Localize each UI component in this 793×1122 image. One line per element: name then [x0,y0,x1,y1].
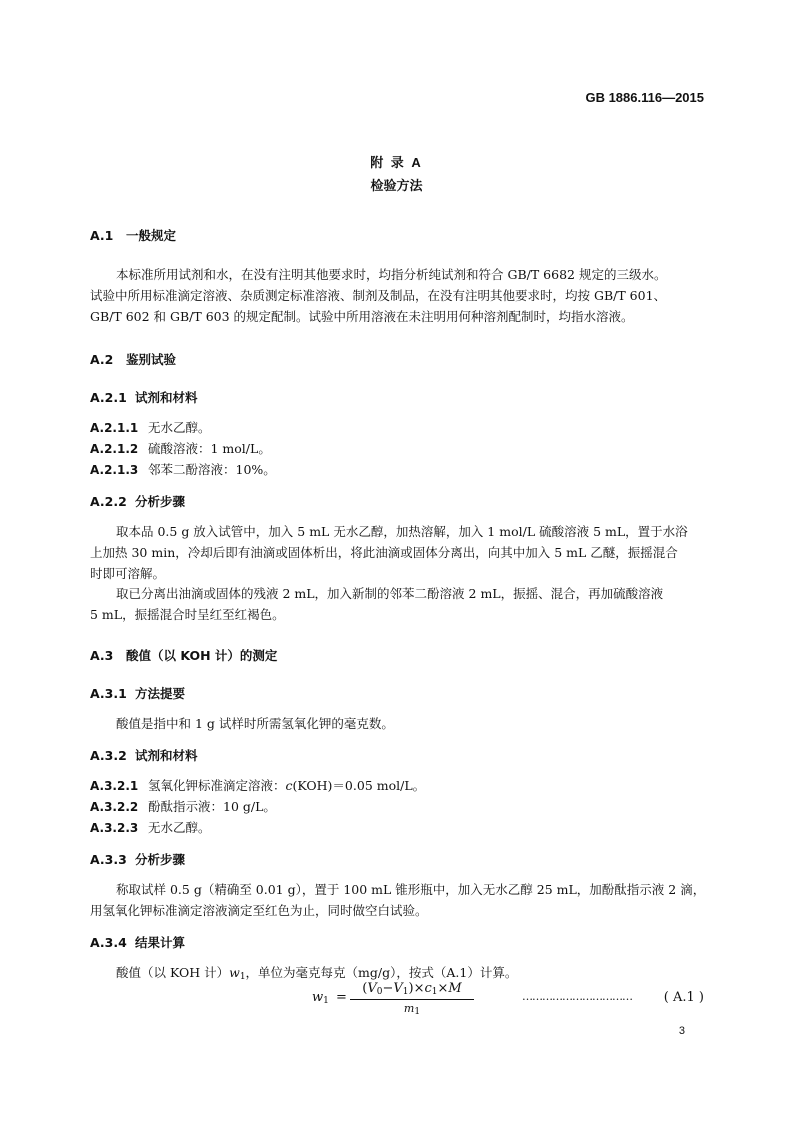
section-number: A.2.2 [90,494,127,509]
paragraph-line: 酸值是指中和 1 g 试样时所需氢氧化钾的毫克数。 [116,716,394,731]
section-title: 试剂和材料 [135,748,198,763]
section-number: A.3.1 [90,686,127,701]
formula-subscript: 1 [323,996,329,1006]
section-number: A.3.4 [90,935,127,950]
formula-leader: …………………………… [522,990,632,1003]
section-a31-paragraph [90,713,704,734]
formula-variable: V [393,981,403,996]
formula-subscript: 0 [376,987,383,997]
formula-variable: V [367,981,377,996]
section-title: 试剂和材料 [135,390,198,405]
section-a33-heading [90,850,185,868]
formula-numerator [350,981,474,997]
section-number: A.1 [90,228,114,243]
section-a31-heading [90,684,185,702]
formula-subscript: 1 [414,1007,421,1017]
section-number: A.3 [90,648,114,663]
paragraph-line: 用氢氧化钾标准滴定溶液滴定至红色为止，同时做空白试验。 [90,903,428,918]
formula-subscript: 1 [402,987,409,997]
section-title: 结果计算 [135,935,186,950]
formula-equals: = [336,990,347,1005]
appendix-title: 附 录 A [370,155,423,170]
section-title: 分析步骤 [135,494,186,509]
section-number: A.2 [90,352,114,367]
section-title: 分析步骤 [135,852,186,867]
section-number: A.3.3 [90,852,127,867]
item-number: A.3.2.1 [90,779,139,793]
item-text: 氢氧化钾标准滴定溶液： [148,778,286,793]
list-item [90,460,276,478]
list-item [90,818,211,836]
section-a21-heading [90,388,198,406]
intro-text: 酸值（以 KOH 计） [116,965,230,980]
intro-variable: w [229,965,240,980]
formula-denominator [350,1002,474,1017]
page-number: 3 [678,1025,685,1037]
list-item [90,776,425,794]
section-a33-paragraph [90,879,704,921]
formula-operator: × [413,981,425,996]
item-number: A.2.1.3 [90,463,139,477]
item-number: A.2.1.2 [90,442,139,456]
paragraph-line: 5 mL，振摇混合时呈红至红褐色。 [90,607,285,622]
item-number: A.2.1.1 [90,421,139,435]
section-a22-heading [90,492,185,510]
formula-subscript: 1 [431,987,438,997]
formula-variable: m [403,1002,415,1015]
section-number: A.2.1 [90,390,127,405]
section-a3-heading [90,646,277,664]
section-title: 方法提要 [135,686,186,701]
formula-label: ( A.1 ) [663,990,704,1005]
item-text: 硫酸溶液：1 mol/L。 [148,441,271,456]
section-a2-heading [90,350,176,368]
list-item [90,418,211,436]
paragraph-line: 本标准所用试剂和水，在没有注明其他要求时，均指分析纯试剂和符合 GB/T 6682 规定的三级水。 [116,267,667,282]
item-text: 无水乙醇。 [148,420,211,435]
item-number: A.3.2.2 [90,800,139,814]
item-text: 邻苯二酚溶液：10%。 [148,462,276,477]
standard-code: GB 1886.116—2015 [585,90,704,105]
paragraph-line: 试验中所用标准滴定溶液、杂质测定标准溶液、制剂及制品，在没有注明其他要求时，均按 GB/T 601、 [90,288,667,303]
item-variable: c [285,778,293,793]
section-a1-heading [90,226,176,244]
formula-operator: × [437,981,449,996]
section-a1-paragraph [90,264,704,327]
item-text: 无水乙醇。 [148,820,211,835]
appendix-subtitle: 检验方法 [370,178,423,193]
formula-variable: c [424,981,432,996]
section-title: 酸值（以 KOH 计）的测定 [126,648,278,663]
paragraph-line: 称取试样 0.5 g（精确至 0.01 g），置于 100 mL 锥形瓶中，加入无水乙醇 25 mL，加酚酞指示液 2 滴， [116,882,706,897]
intro-text: ，单位为毫克每克（mg/g），按式（A.1）计算。 [245,965,518,980]
paragraph-line: 取本品 0.5 g 放入试管中，加入 5 mL 无水乙醇，加热溶解，加入 1 mol/L 硫酸溶液 5 mL，置于水浴 [116,524,688,539]
section-a22-paragraph-1 [90,521,704,584]
section-title: 一般规定 [126,228,177,243]
formula-fraction-bar [350,999,474,1000]
paragraph-line: 时即可溶解。 [90,566,166,581]
formula-variable: w [312,990,324,1005]
item-text: (KOH)＝0.05 mol/L。 [292,778,426,793]
list-item [90,439,271,457]
paragraph-line: 取已分离出油滴或固体的残液 2 mL，加入新制的邻苯二酚溶液 2 mL，振摇、混合，再加硫酸溶液 [116,586,664,601]
item-text: 酚酞指示液：10 g/L。 [148,799,276,814]
list-item [90,797,276,815]
intro-subscript: 1 [239,972,246,982]
paragraph-line: 上加热 30 min，冷却后即有油滴或固体析出，将此油滴或固体分离出，向其中加入 5 mL 乙醚，振摇混合 [90,545,678,560]
section-a32-heading [90,746,198,764]
formula-paren: ( [362,981,368,996]
formula-variable: M [448,981,462,996]
paragraph-line: GB/T 602 和 GB/T 603 的规定配制。试验中所用溶液在未注明用何种溶剂配制时，均指水溶液。 [90,309,634,324]
section-number: A.3.2 [90,748,127,763]
formula-lhs [312,990,347,1006]
item-number: A.3.2.3 [90,821,139,835]
section-a22-paragraph-2 [90,583,704,625]
formula-paren: ) [408,981,414,996]
section-a34-heading [90,933,185,951]
formula-operator: − [382,981,394,996]
section-title: 鉴别试验 [126,352,177,367]
